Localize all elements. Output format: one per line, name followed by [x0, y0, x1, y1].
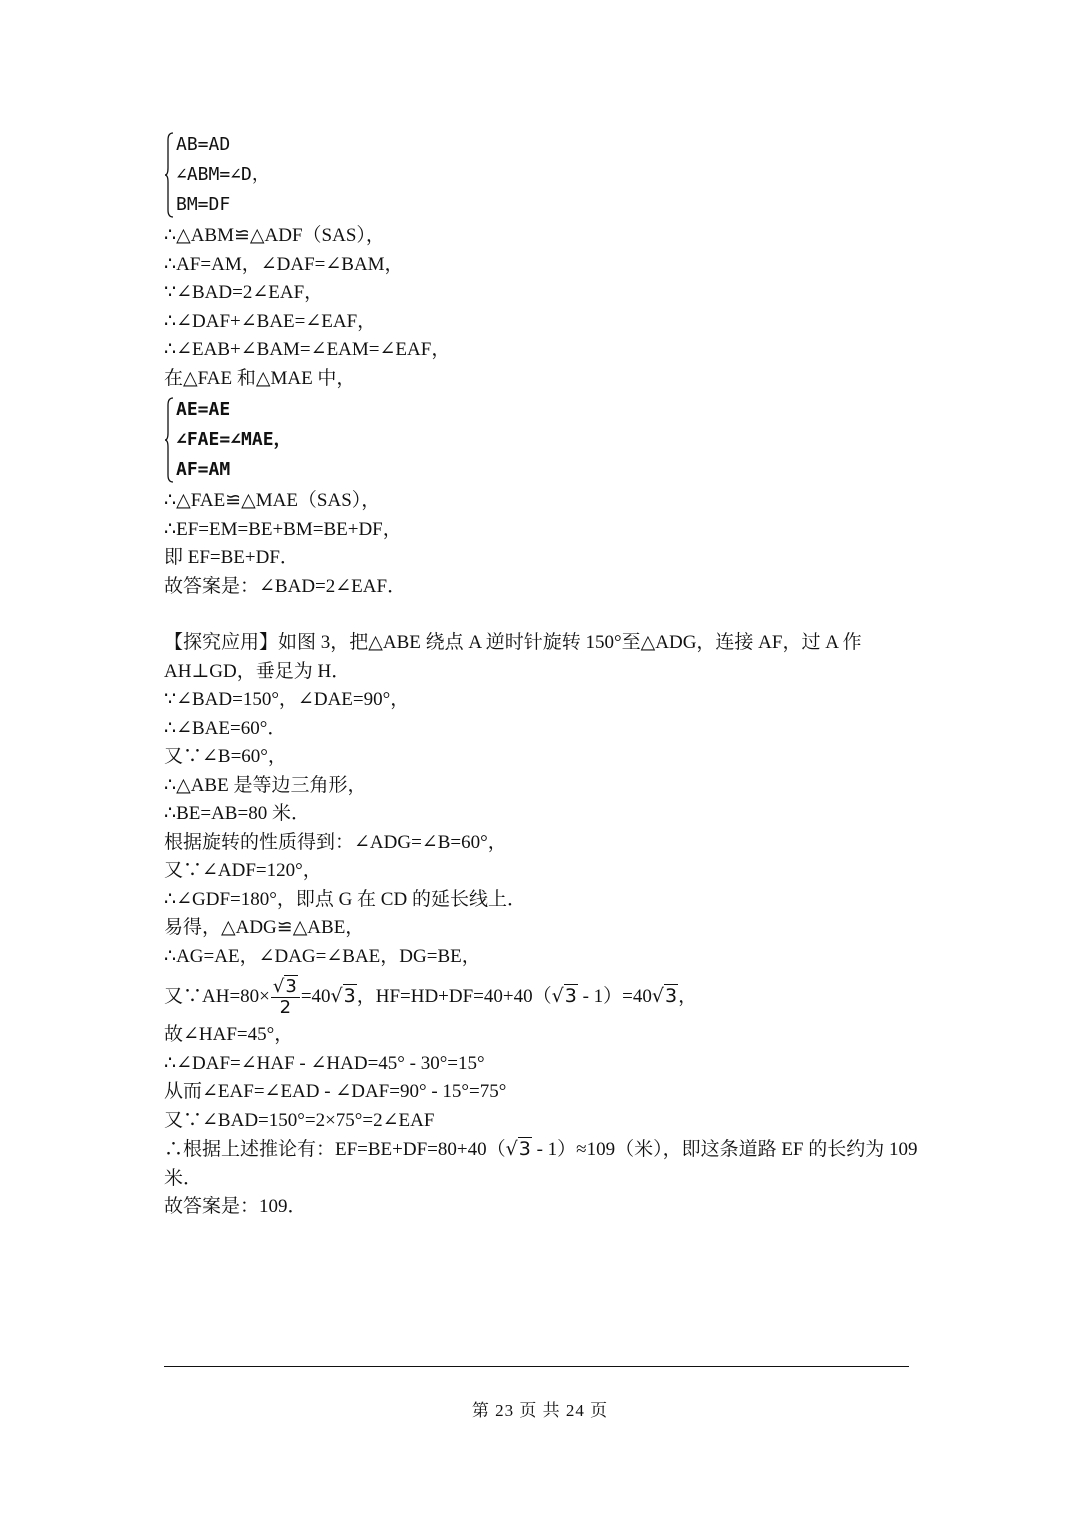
- equation-system-2: [164, 395, 924, 485]
- final-answer: 故答案是：109．: [164, 1196, 307, 1217]
- proof-line: ∴∠GDF=180°，即点 G 在 CD 的延长线上．: [164, 888, 526, 910]
- proof-line: 根据旋转的性质得到：∠ADG=∠B=60°，: [164, 831, 507, 853]
- proof-line: ∴△FAE≌△MAE（SAS），: [164, 490, 381, 511]
- proof-line: 即 EF=BE+DF．: [164, 547, 299, 568]
- proof-line: 又∵∠B=60°，: [164, 746, 287, 767]
- proof-line: ∴AG=AE，∠DAG=∠BAE，DG=BE，: [164, 945, 481, 967]
- radicand: 3: [518, 1138, 531, 1160]
- proof-line: ∴AF=AM，∠DAF=∠BAM，: [164, 253, 404, 275]
- proof-line: 又∵∠ADF=120°，: [164, 860, 322, 881]
- system2-eq-3: AF=AM: [176, 459, 231, 480]
- footer-divider: [164, 1366, 909, 1367]
- hf-after: - 1）=40: [577, 986, 652, 1007]
- system2-eq-1: AE=AE: [176, 399, 231, 420]
- ah-hf-formula-line: 又∵AH=80× $\frac{√3}{2}$ =40√3，HF=HD+DF=40+40（√3 - 1）=40√3，: [164, 976, 698, 1019]
- proof-line: ∴∠EAB+∠BAM=∠EAM=∠EAF，: [164, 339, 451, 360]
- system1-eq-2: ∠ABM=∠D，: [176, 164, 270, 185]
- proof-line: 易得，△ADG≌△ABE，: [164, 917, 365, 938]
- proof-line: ∴∠DAF+∠BAE=∠EAF，: [164, 310, 377, 332]
- hf-text: ，HF=HD+DF=40+40（: [356, 986, 552, 1007]
- proof-line: ∵∠BAD=2∠EAF，: [164, 282, 324, 303]
- system1-eq-1: AB=AD: [176, 134, 231, 155]
- proof-line: ∴△ABE 是等边三角形，: [164, 774, 367, 796]
- proof-line: ∴△ABM≌△ADF（SAS），: [164, 225, 385, 246]
- left-brace-icon: [164, 132, 174, 218]
- proof-line: 从而∠EAF=∠EAD - ∠DAF=90° - 15°=75°: [164, 1081, 507, 1102]
- radicand: 3: [285, 976, 297, 998]
- radicand: 3: [664, 985, 678, 1007]
- equation-system-1: [164, 130, 924, 220]
- left-brace-icon: [164, 397, 174, 483]
- sqrt3-over-2-fraction: $\frac{√3}{2}$: [271, 977, 300, 1018]
- conclusion-prefix: ∴根据上述推论有：EF=BE+DF=80+40（: [164, 1139, 506, 1160]
- page-number: 第 23 页 共 24 页: [471, 1401, 609, 1420]
- proof-line: ∴∠BAE=60°．: [164, 717, 287, 739]
- proof-line: 又∵∠BAD=150°=2×75°=2∠EAF: [164, 1109, 435, 1131]
- radicand: 3: [564, 985, 577, 1007]
- denominator: 2: [279, 997, 292, 1019]
- ah-prefix: 又∵AH=80×: [164, 986, 270, 1007]
- explore-paragraph: 【探究应用】如图 3，把△ABE 绕点 A 逆时针旋转 150°至△ADG，连接 AF，过 A 作 AH⊥GD，垂足为 H．: [164, 632, 862, 682]
- ah-mid: =40: [300, 986, 331, 1007]
- conclusion-paragraph: ∴根据上述推论有：EF=BE+DF=80+40（√3 - 1）≈109（米），即这条道路 EF 的长约为 109 米．: [164, 1138, 918, 1189]
- proof-line: ∵∠BAD=150°，∠DAE=90°，: [164, 689, 410, 710]
- radicand: 3: [343, 985, 356, 1007]
- proof-line: 故∠HAF=45°，: [164, 1024, 294, 1045]
- system2-eq-2: ∠FAE=∠MAE，: [176, 429, 292, 450]
- proof-line: ∴BE=AB=80 米．: [164, 803, 310, 824]
- proof-line: 故答案是：∠BAD=2∠EAF．: [164, 575, 407, 597]
- ah-end: ，: [678, 986, 698, 1007]
- solution-content: [164, 128, 924, 1222]
- system1-eq-3: BM=DF: [176, 194, 231, 215]
- proof-line: ∴∠DAF=∠HAF - ∠HAD=45° - 30°=15°: [164, 1052, 485, 1074]
- conclusion-suffix: - 1）≈109（米），即这条道路 EF 的长约为 109 米．: [164, 1139, 918, 1189]
- proof-line: ∴EF=EM=BE+BM=BE+DF，: [164, 518, 402, 540]
- proof-line: 在△FAE 和△MAE 中，: [164, 367, 356, 389]
